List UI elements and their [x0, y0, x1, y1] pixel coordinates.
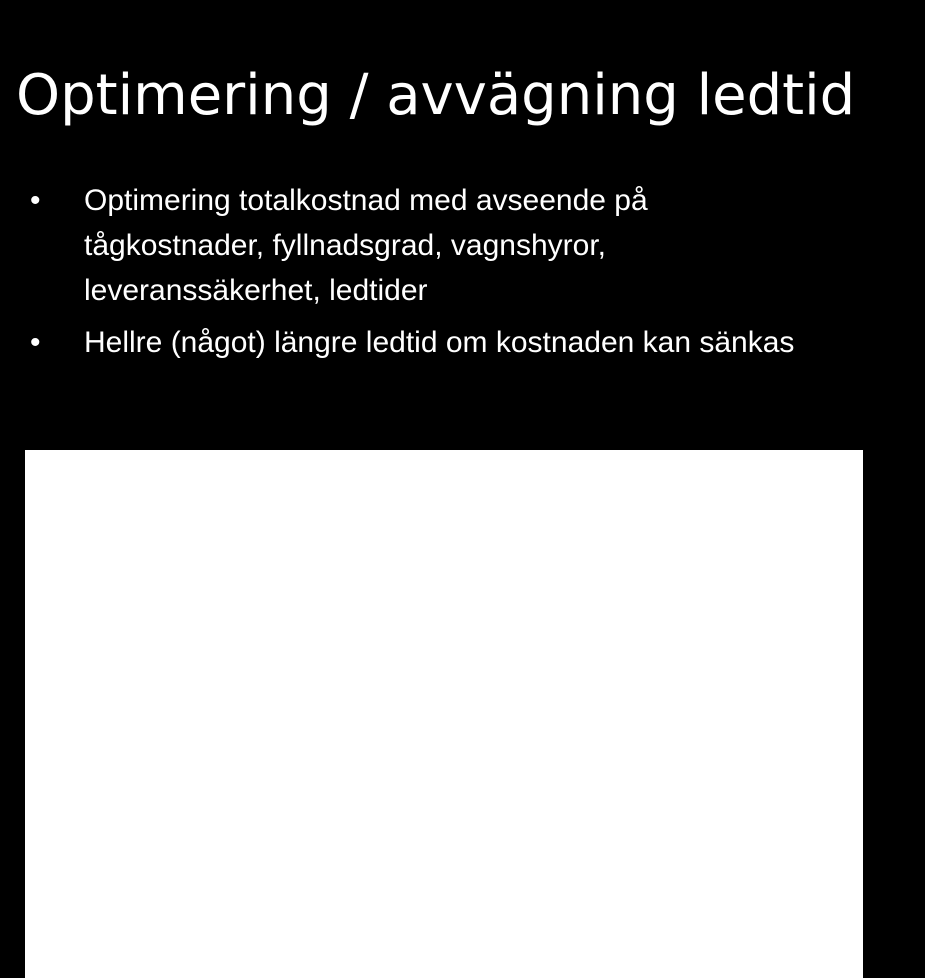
bullet-text: Hellre (något) längre ledtid om kostnaden kan sänkas	[84, 326, 795, 359]
bullet-icon: •	[30, 326, 41, 359]
bullet-item	[30, 178, 910, 313]
bullet-item	[30, 320, 910, 365]
bullet-icon: •	[30, 184, 41, 217]
bullet-list	[30, 178, 910, 372]
image-placeholder	[25, 450, 863, 978]
bullet-text: Optimering totalkostnad med avseende på tågkostnader, fyllnadsgrad, vagnshyror, leveranssäkerhet, ledtider	[84, 184, 648, 307]
slide-title: Optimering / avvägning ledtid	[16, 63, 856, 128]
